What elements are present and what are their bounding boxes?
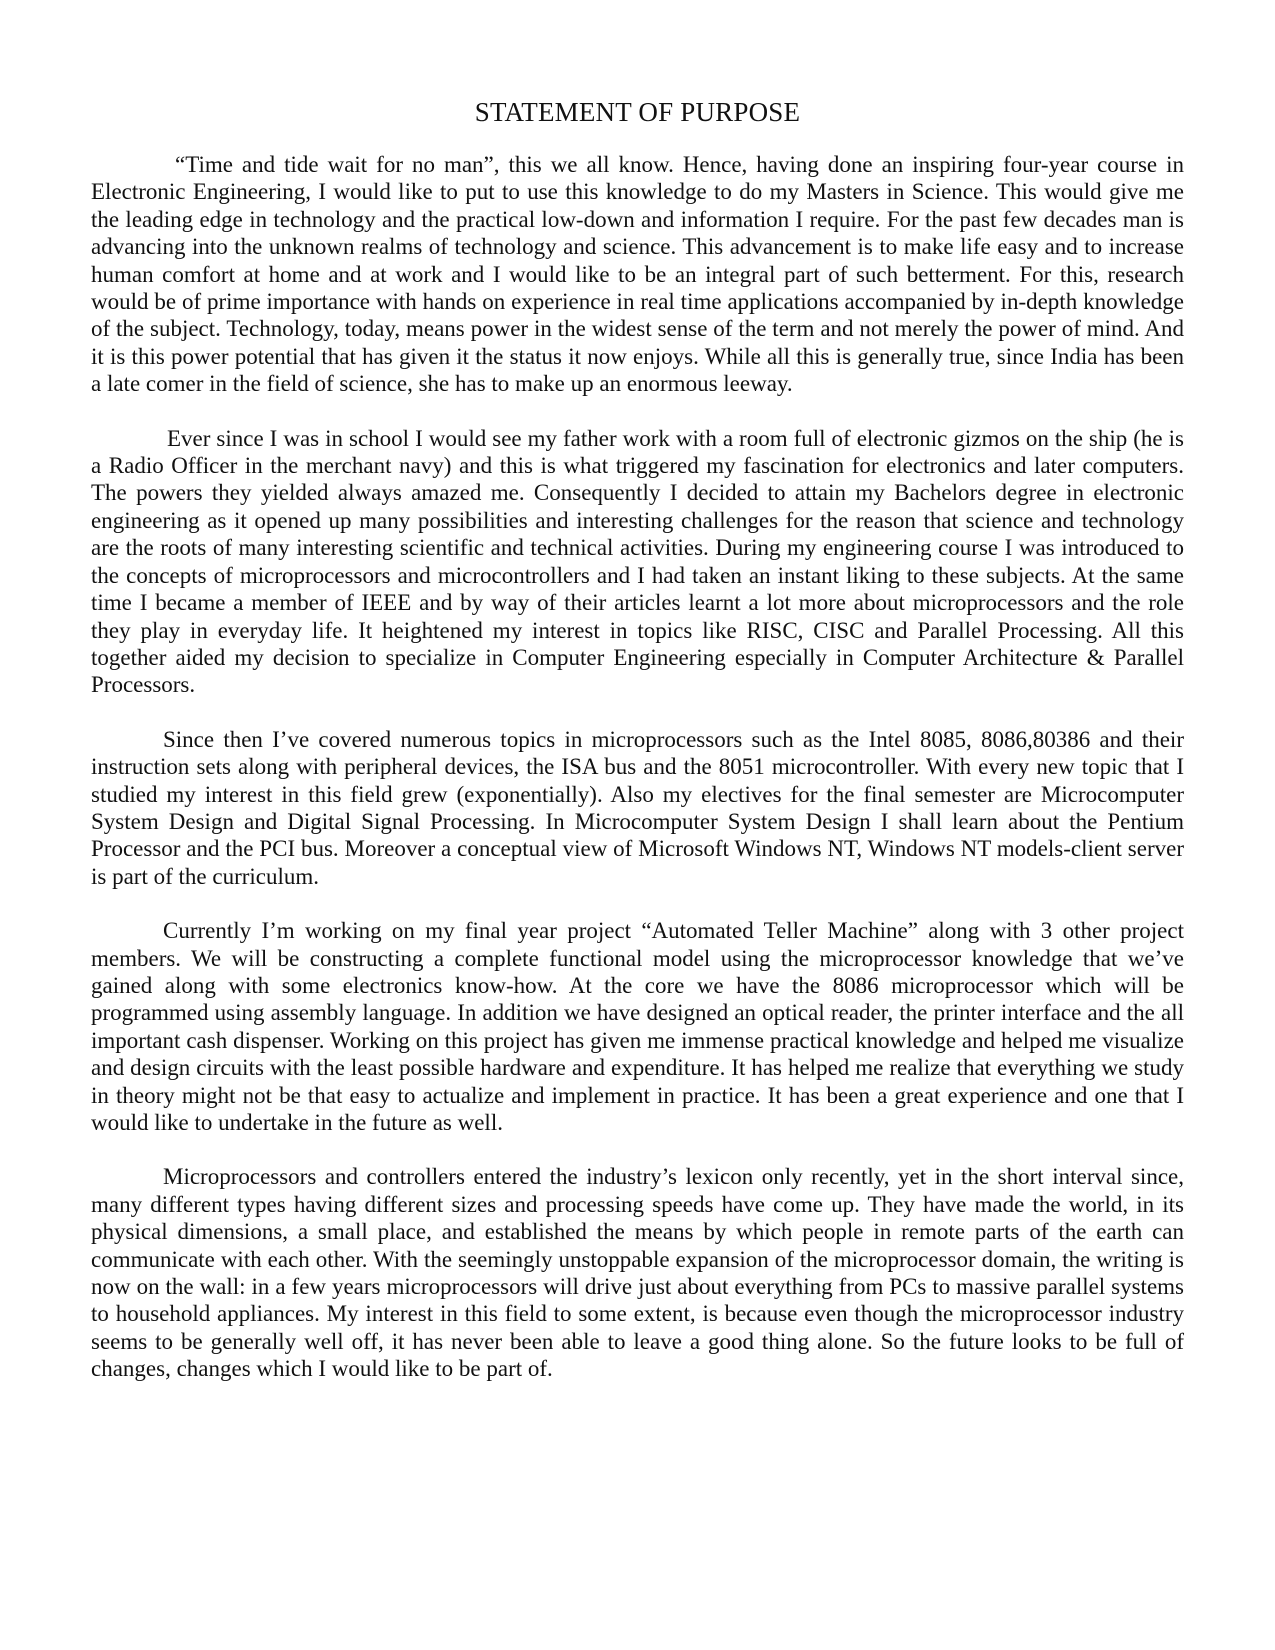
paragraph-project: Currently I’m working on my final year project “Automated Teller Machine” along with 3 other project members. We will be constructing a complete functional model using the microprocessor knowledge that we’ve gained along with some electronics know-how. At the core we have the 8086 microprocessor which will be programmed using assembly language. In addition we have designed an optical reader, the printer interface and the all important cash dispenser. Working on this project has given me immense practical knowledge and helped me visualize and design circuits with the least possible hardware and expenditure. It has helped me realize that everything we study in theory might not be that easy to actualize and implement in practice. It has been a great experience and one that I would like to undertake in the future as well. — [91, 918, 1184, 1135]
paragraph-background: Ever since I was in school I would see my father work with a room full of electronic gizmos on the ship (he is a Radio Officer in the merchant navy) and this is what triggered my fascination for electronics and later computers. The powers they yielded always amazed me. Consequently I decided to attain my Bachelors degree in electronic engineering as it opened up many possibilities and interesting challenges for the reason that science and technology are the roots of many interesting scientific and technical activities. During my engineering course I was introduced to the concepts of microprocessors and microcontrollers and I had taken an instant liking to these subjects. At the same time I became a member of IEEE and by way of their articles learnt a lot more about microprocessors and the role they play in everyday life. It heightened my interest in topics like RISC, CISC and Parallel Processing. All this together aided my decision to specialize in Computer Engineering especially in Computer Architecture & Parallel Processors. — [91, 425, 1184, 698]
paragraph-intro: “Time and tide wait for no man”, this we all know. Hence, having done an inspiring four-year course in Electronic Engineering, I would like to put to use this knowledge to do my Masters in Science. This would give me the leading edge in technology and the practical low-down and information I require. For the past few decades man is advancing into the unknown realms of technology and science. This advancement is to make life easy and to increase human comfort at home and at work and I would like to be an integral part of such betterment. For this, research would be of prime importance with hands on experience in real time applications accompanied by in-depth knowledge of the subject. Technology, today, means power in the widest sense of the term and not merely the power of mind. And it is this power potential that has given it the status it now enjoys. While all this is generally true, since India has been a late comer in the field of science, she has to make up an enormous leeway. — [91, 152, 1184, 397]
paragraph-coursework: Since then I’ve covered numerous topics in microprocessors such as the Intel 8085, 8086,80386 and their instruction sets along with peripheral devices, the ISA bus and the 8051 microcontroller. With every new topic that I studied my interest in this field grew (exponentially). Also my electives for the final semester are Microcomputer System Design and Digital Signal Processing. In Microcomputer System Design I shall learn about the Pentium Processor and the PCI bus. Moreover a conceptual view of Microsoft Windows NT, Windows NT models-client server is part of the curriculum. — [91, 726, 1184, 889]
document-body — [91, 151, 1184, 1410]
document-title: STATEMENT OF PURPOSE — [474, 97, 801, 127]
paragraph-conclusion: Microprocessors and controllers entered the industry’s lexicon only recently, yet in the short interval since, many different types having different sizes and processing speeds have come up. They have made the world, in its physical dimensions, a small place, and established the means by which people in remote parts of the earth can communicate with each other. With the seemingly unstoppable expansion of the microprocessor domain, the writing is now on the wall: in a few years microprocessors will drive just about everything from PCs to massive parallel systems to household appliances. My interest in this field to some extent, is because even though the microprocessor industry seems to be generally well off, it has never been able to leave a good thing alone. So the future looks to be full of changes, changes which I would like to be part of. — [91, 1164, 1184, 1382]
